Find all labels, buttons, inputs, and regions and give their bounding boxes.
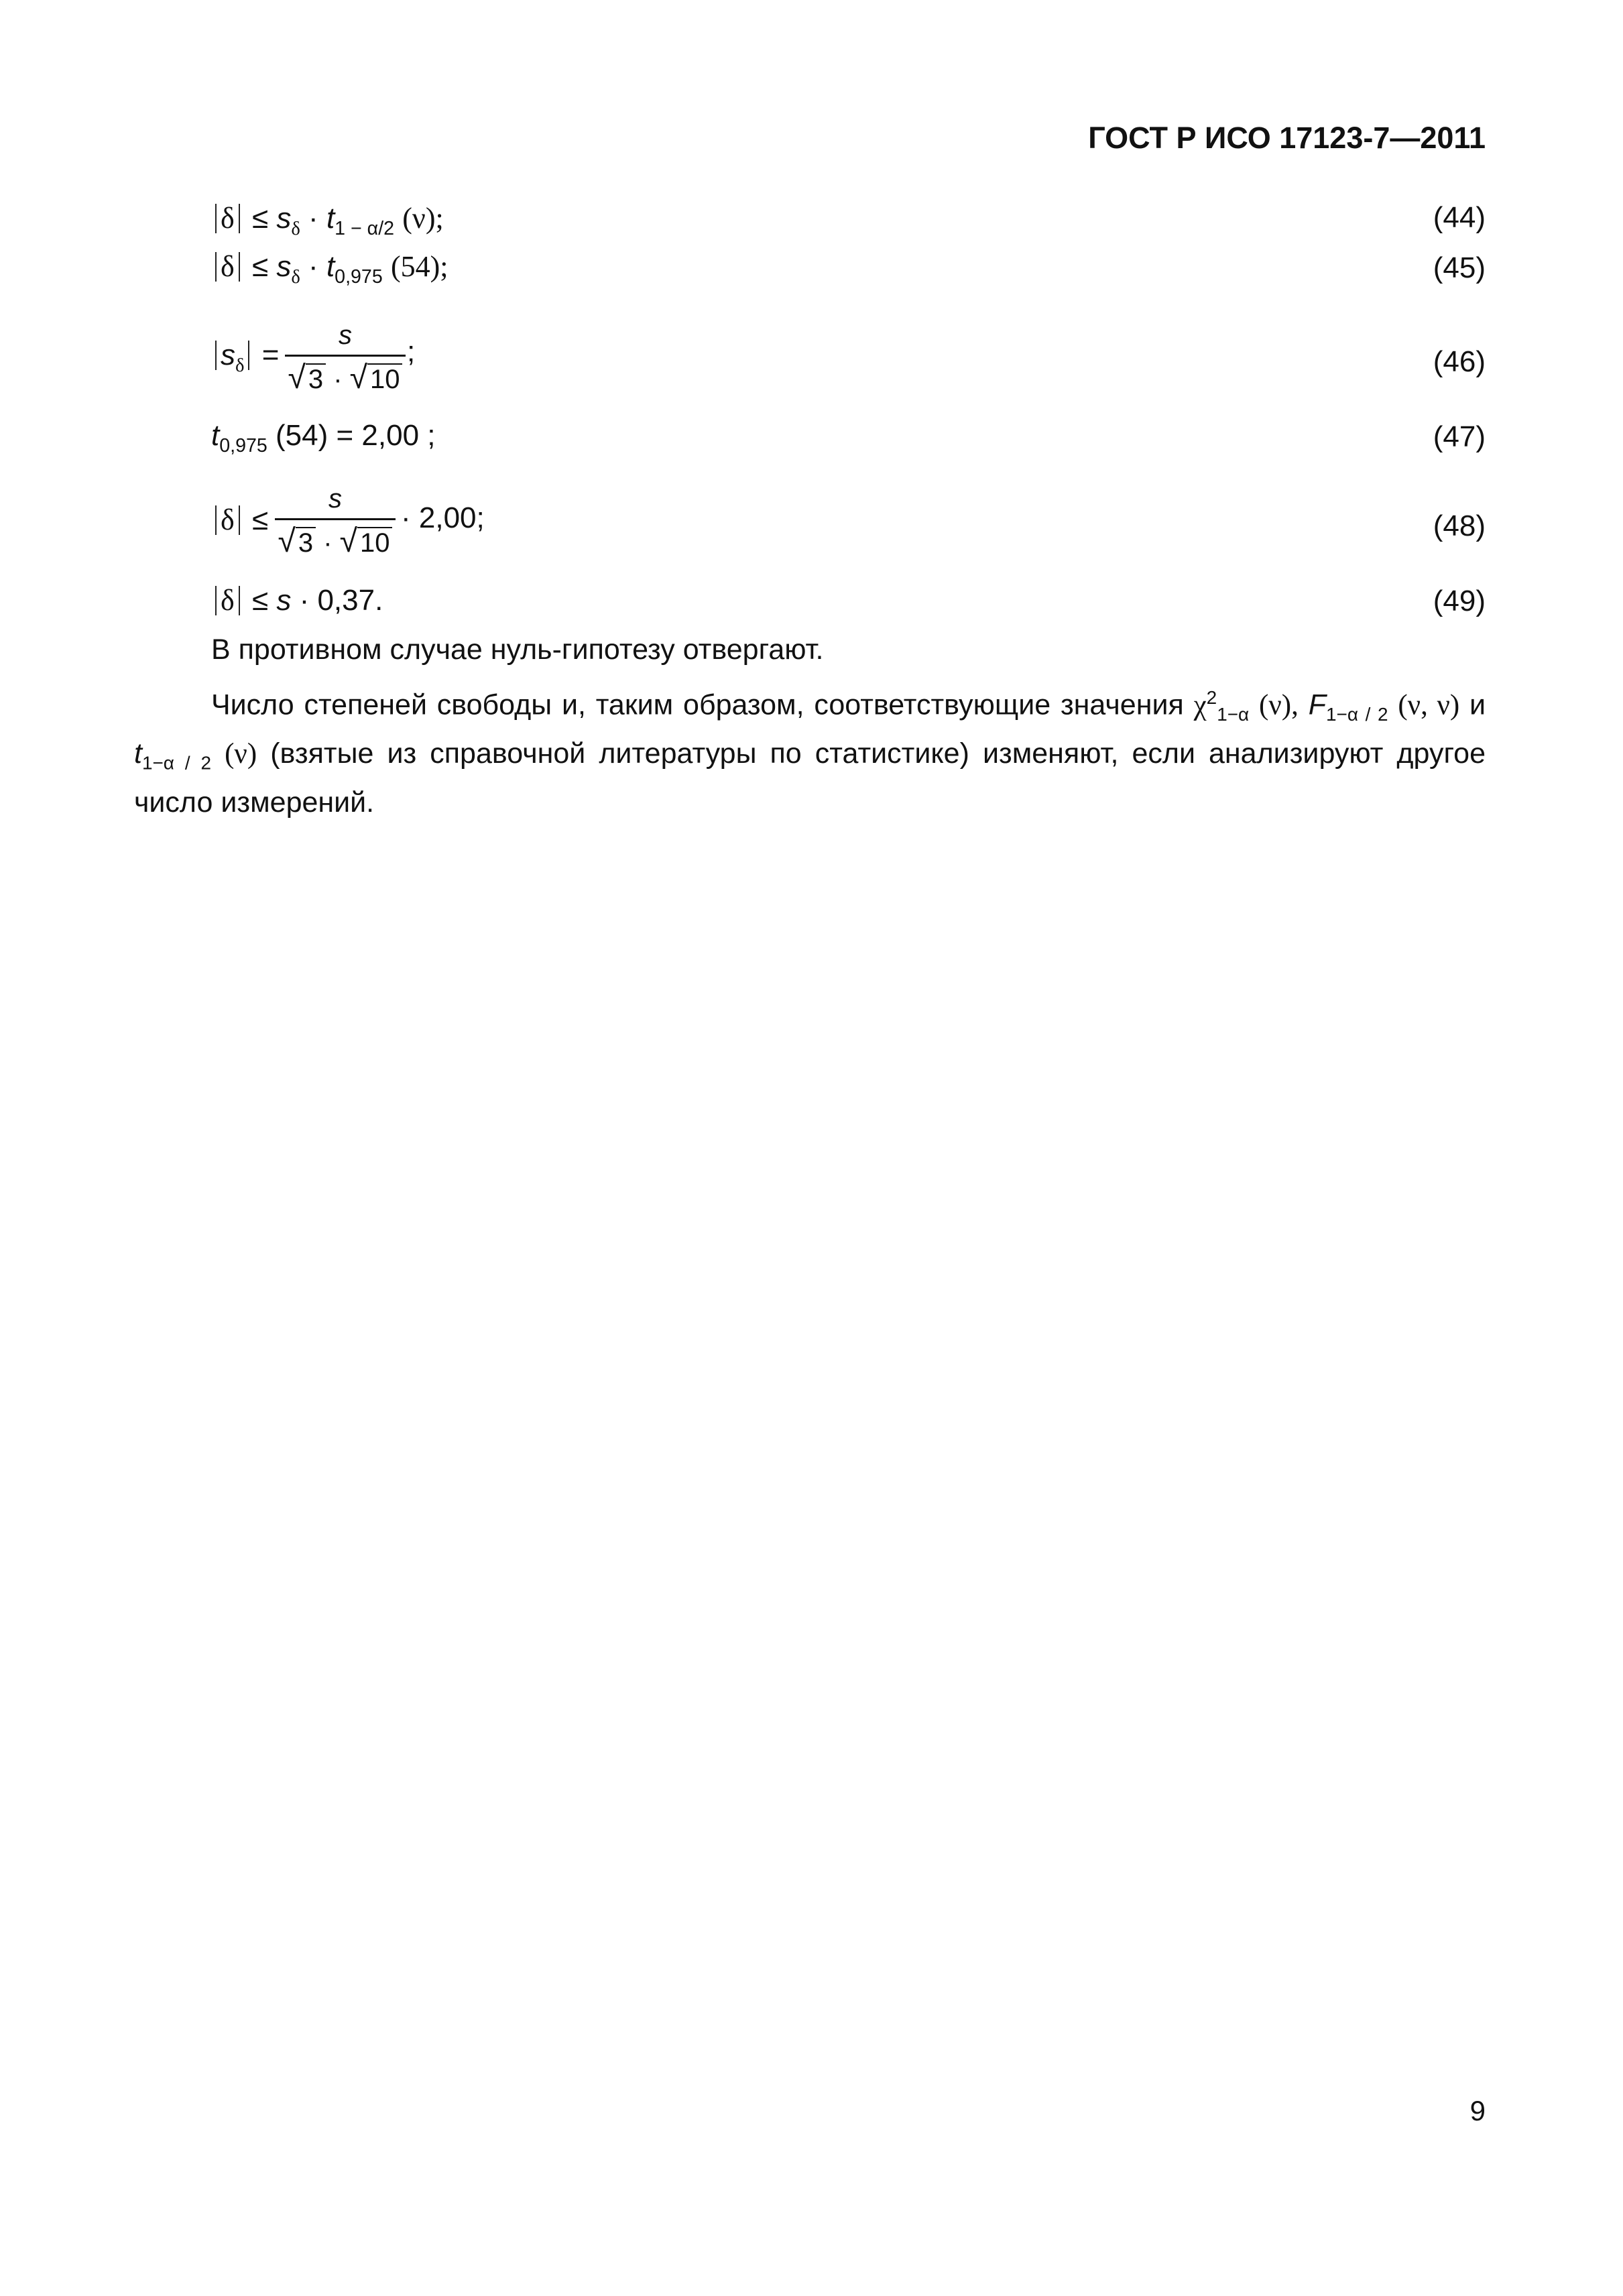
equation-45: $\delta \le s_\delta \cdot t_{0,975}$ (54);: [211, 249, 448, 288]
equation-44: $\delta \le s_\delta \cdot t_{1 - \alpha/2}$ (ν);: [211, 201, 444, 240]
equation-48-lhs: δ ≤: [211, 503, 268, 537]
equation-number-44: (44): [1433, 201, 1486, 234]
degrees-of-freedom-paragraph: Число степеней свободы и, таким образом, соответствующие значения $\chi^2_{1-\alpha}$ (ν), $F_{1-\alpha / 2}$ (ν, ν) и $t_{1-\alpha / 2}$ (ν) (взятые из справочной литературы по статистике) изменяют, если анализируют другое число измерений.: [134, 687, 1486, 819]
equation-49: δ ≤ s · 0,37.: [211, 583, 383, 617]
equation-number-46: (46): [1433, 345, 1486, 378]
equation-number-45: (45): [1433, 251, 1486, 284]
fraction-46: s √ 3 · √ 10: [285, 320, 406, 396]
equation-number-49: (49): [1433, 585, 1486, 617]
equation-47: $t_{0,975}$ (54) = 2,00 ;: [211, 419, 436, 457]
rejection-sentence: В противном случае нуль-гипотезу отвергают.: [211, 633, 824, 666]
fraction-48: s √ 3 · √ 10: [275, 484, 396, 560]
equation-number-48: (48): [1433, 509, 1486, 542]
equation-number-47: (47): [1433, 420, 1486, 453]
equation-48-factor: · 2,00;: [401, 501, 485, 534]
document-header: ГОСТ Р ИСО 17123-7—2011: [1088, 121, 1486, 155]
equation-46-lhs: $s_\delta$ =: [211, 339, 279, 377]
equation-46-end: ;: [407, 335, 416, 368]
page-number: 9: [1469, 2095, 1486, 2126]
